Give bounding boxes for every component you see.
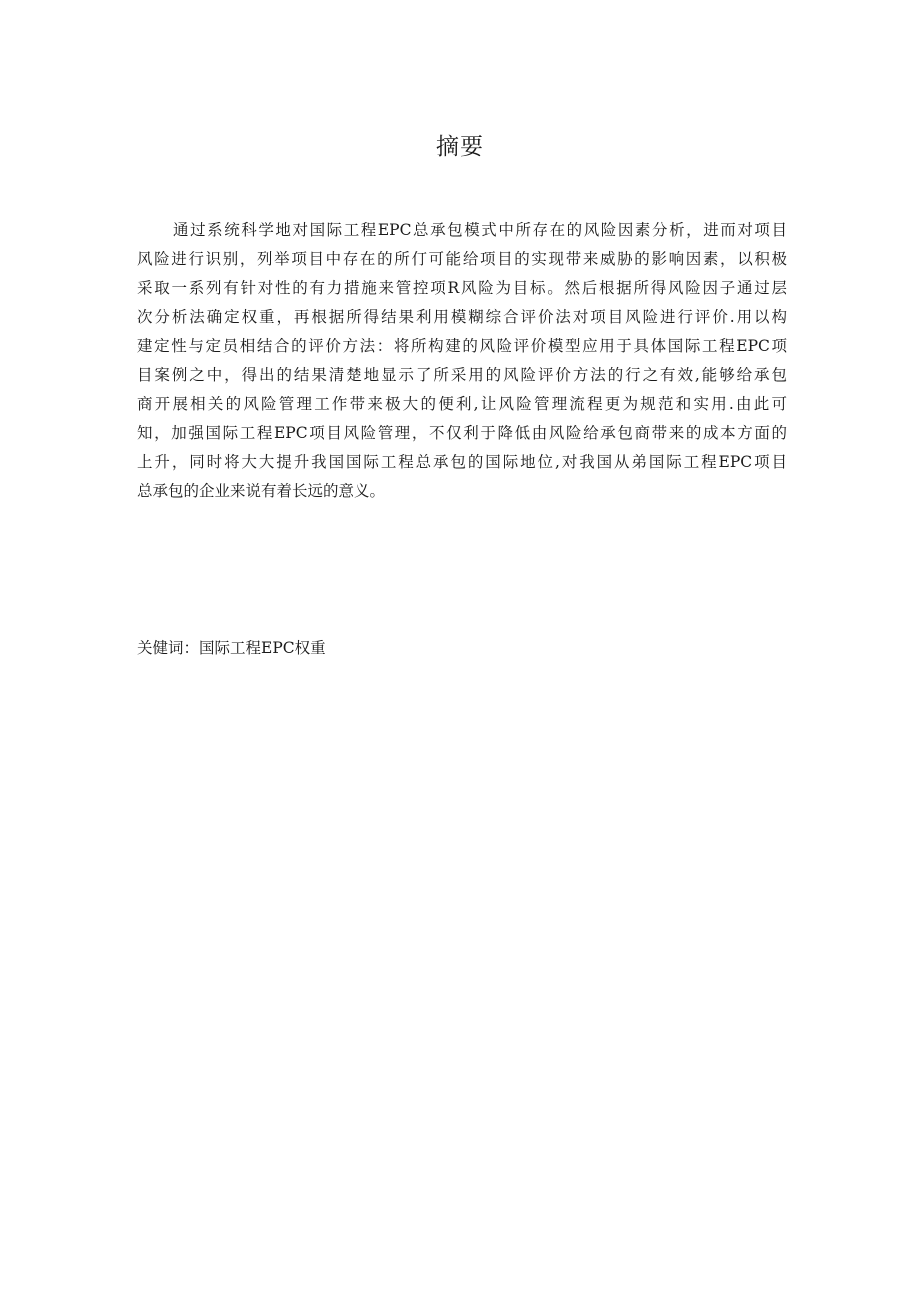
abstract-line: 上升，同时将大大提升我国国际工程总承包的国际地位,对我国从弟国际工程EPC项目 (137, 453, 787, 471)
page-title: 摘要 (436, 134, 484, 160)
abstract-line: 风险进行识别，列举项目中存在的所仃可能给项目的实现带来威胁的影响因素，以积极 (137, 250, 787, 268)
abstract-line: 采取一系列有针对性的有力措施来管控项R风险为目标。然后根据所得风险因子通过层 (137, 279, 787, 297)
abstract-line: 商开展相关的风险管理工作带来极大的便利,让风险管理流程更为规范和实用.由此可 (137, 395, 787, 413)
abstract-line: 通过系统科学地对国际工程EPC总承包模式中所存在的风险因素分析，进而对项目 (173, 221, 787, 239)
abstract-line: 目案例之中，得出的结果清楚地显示了所采用的风险评价方法的行之有效,能够给承包 (137, 366, 787, 384)
abstract-line: 次分析法确定权重，再根据所得结果利用模糊综合评价法对项目风险进行评价.用以构 (137, 308, 787, 326)
abstract-paragraph (137, 216, 787, 506)
keywords: 关健词：国际工程EPC权重 (137, 639, 326, 657)
abstract-line: 总承包的企业来说有着长远的意义。 (137, 482, 386, 500)
abstract-line: 建定性与定员相结合的评价方法：将所构建的风险评价模型应用于具体国际工程EPC项 (137, 337, 787, 355)
abstract-line: 知，加强国际工程EPC项目风险管理，不仅利于降低由风险给承包商带来的成本方面的 (137, 424, 787, 442)
